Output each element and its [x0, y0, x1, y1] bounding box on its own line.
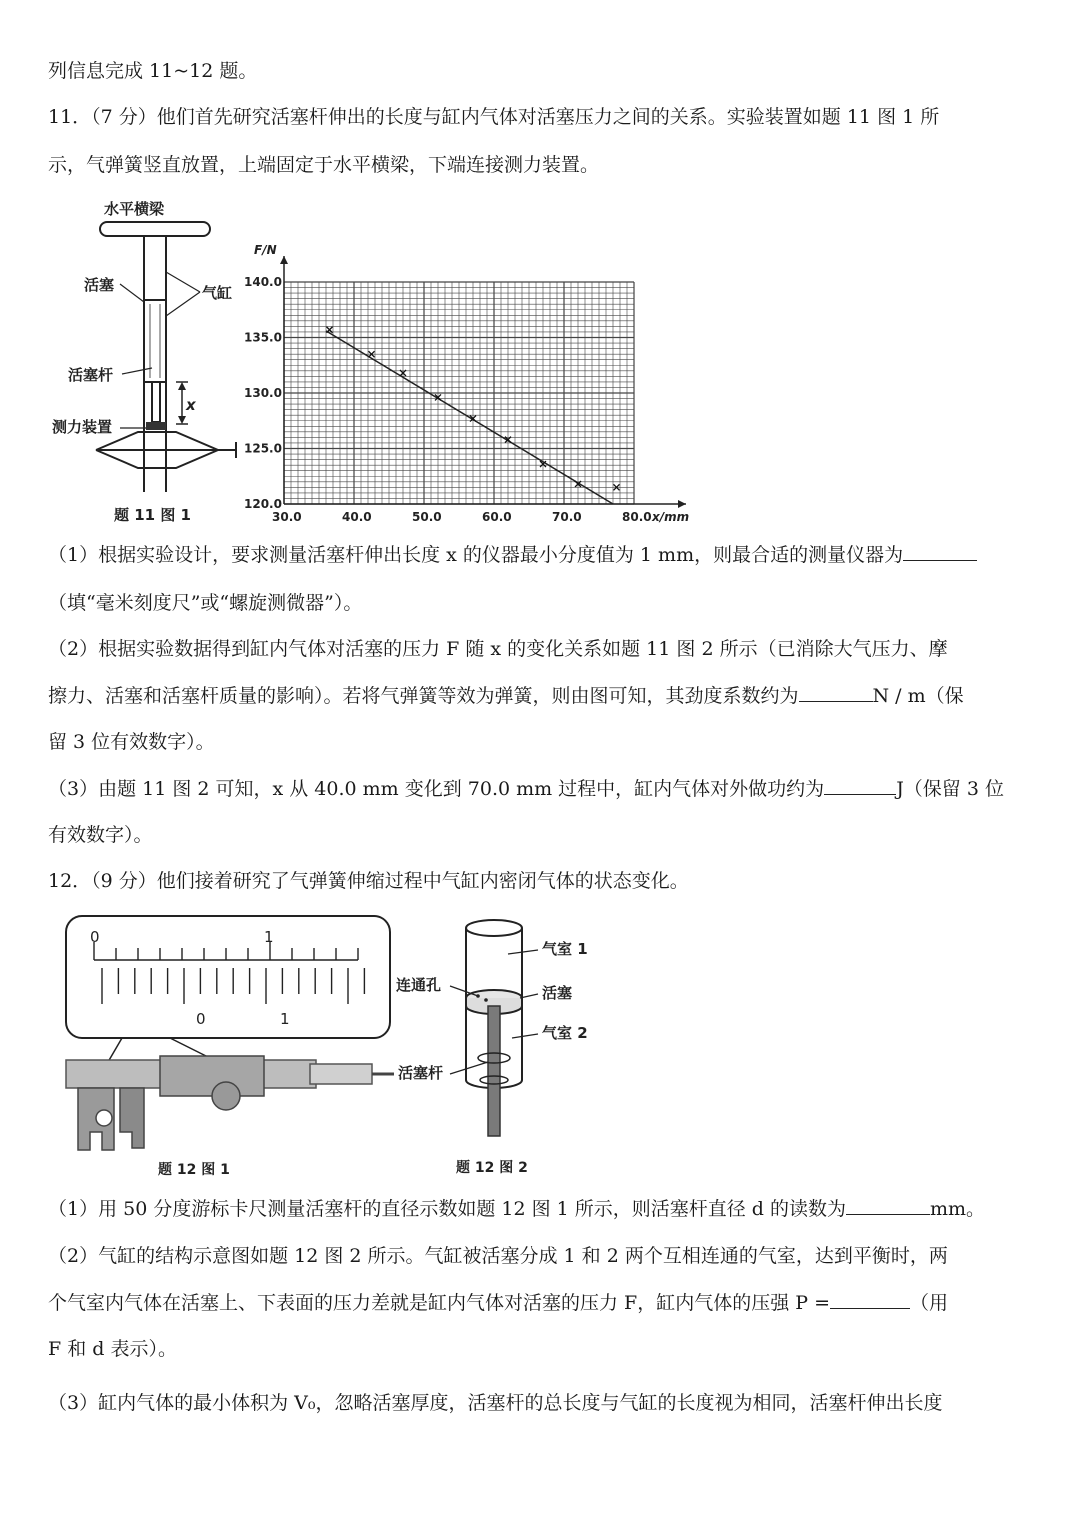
q12-sub2-line3: F 和 d 表示）。 — [48, 1338, 177, 1360]
hole-label: 连通孔 — [396, 976, 442, 994]
fig11-2-chart — [238, 238, 700, 530]
fig12-2-caption: 题 12 图 2 — [456, 1160, 528, 1176]
q12-sub2-tail: （用 — [910, 1292, 949, 1314]
q12-sub2-text: 个气室内气体在活塞上、下表面的压力差就是缸内气体对活塞的压力 F，缸内气体的压强 P = — [48, 1292, 831, 1314]
fig11-1-caption: 题 11 图 1 — [114, 506, 191, 524]
q11-sub1-text: （1）根据实验设计，要求测量活塞杆伸出长度 x 的仪器最小分度值为 1 mm，则最合适的测量仪器为 — [48, 544, 904, 566]
y-axis-arrow — [280, 256, 288, 264]
q11-sub2-line3: 留 3 位有效数字）。 — [48, 731, 215, 753]
fig11-1-x-label: x — [186, 396, 196, 414]
q12-sub2-line2 — [48, 1290, 948, 1316]
q11-stem-line1: 11．（7 分）他们首先研究活塞杆伸出的长度与缸内气体对活塞压力之间的关系。实验装置如题 11 图 1 所 — [48, 106, 940, 128]
fig11-1-beam-label: 水平横梁 — [104, 200, 165, 218]
x-tick-label: 70.0 — [552, 510, 582, 524]
fig11-1-apparatus — [48, 192, 248, 532]
vernier-scale-0: 0 — [196, 1010, 206, 1028]
chart-grid — [284, 282, 634, 504]
y-tick-label: 140.0 — [244, 275, 282, 289]
chamber1-label: 气室 1 — [542, 940, 588, 958]
q11-sub3-unit: J（保留 3 位 — [896, 778, 1004, 800]
caliper-zoom-box — [66, 916, 390, 1038]
q11-sub3-line2: 有效数字）。 — [48, 824, 153, 846]
q12-sub1-answer-blank[interactable] — [846, 1196, 930, 1215]
x-tick-label: 50.0 — [412, 510, 442, 524]
x-tick-label: 80.0 — [622, 510, 652, 524]
q12-sub1-unit: mm。 — [930, 1198, 986, 1220]
main-scale-1: 1 — [264, 928, 274, 946]
caliper-jaw-moving — [120, 1088, 144, 1148]
y-tick-label: 135.0 — [244, 330, 282, 345]
chart-ylabel: F/N — [254, 243, 277, 257]
fig12-1-caption: 题 12 图 1 — [158, 1162, 230, 1178]
q12-sub3-line1: （3）缸内气体的最小体积为 V₀，忽略活塞厚度，活塞杆的总长度与气缸的长度视为相同，活塞杆伸出长度 — [48, 1392, 943, 1414]
q11-sub1-line1 — [48, 542, 977, 568]
q11-stem-line2: 示，气弹簧竖直放置，上端固定于水平横梁，下端连接测力装置。 — [48, 154, 600, 176]
q12-sub1-text: （1）用 50 分度游标卡尺测量活塞杆的直径示数如题 12 图 1 所示，则活塞杆直径 d 的读数为 — [48, 1198, 847, 1220]
q11-sub2-line1: （2）根据实验数据得到缸内气体对活塞的压力 F 随 x 的变化关系如题 11 图 2 所示（已消除大气压力、摩 — [48, 638, 948, 660]
y-tick-label: 130.0 — [244, 386, 282, 400]
x-tick-label: 60.0 — [482, 510, 512, 524]
q11-sub3-text: （3）由题 11 图 2 可知，x 从 40.0 mm 变化到 70.0 mm 过程中，缸内气体对外做功约为 — [48, 778, 825, 800]
fig12-2-cylinder — [388, 912, 628, 1182]
q11-sub2-unit: N / m（保 — [872, 685, 964, 707]
q12-sub2-answer-blank[interactable] — [830, 1290, 910, 1309]
q11-sub2-answer-blank[interactable] — [799, 683, 873, 702]
x-axis-arrow — [678, 500, 686, 508]
q12-sub2-line1: （2）气缸的结构示意图如题 12 图 2 所示。气缸被活塞分成 1 和 2 两个互相连通的气室，达到平衡时，两 — [48, 1245, 948, 1267]
sensor-block — [146, 422, 166, 430]
q11-sub1-line2: （填“毫米刻度尺”或“螺旋测微器”）。 — [48, 592, 363, 614]
y-tick-label: 125.0 — [244, 441, 282, 456]
chart-xlabel: x/mm — [652, 510, 690, 524]
x-tick-label: 40.0 — [342, 510, 372, 524]
beam-shape — [100, 222, 210, 236]
q11-sub2-line2 — [48, 683, 964, 709]
q12-sub1-line — [48, 1196, 985, 1222]
chamber2-label: 气室 2 — [542, 1024, 588, 1042]
piston-rod-shape — [152, 382, 160, 422]
q12-stem: 12．（9 分）他们接着研究了气弹簧伸缩过程中气缸内密闭气体的状态变化。 — [48, 870, 689, 892]
main-scale-0: 0 — [90, 928, 100, 946]
q11-sub1-answer-blank[interactable] — [903, 542, 977, 561]
piston-body — [144, 300, 166, 382]
fig11-1-cylinder-label: 气缸 — [202, 284, 233, 302]
vernier-scale-1: 1 — [280, 1010, 290, 1028]
rod-label-12: 活塞杆 — [398, 1064, 444, 1082]
fig11-1-device-label: 测力装置 — [52, 418, 113, 436]
q11-sub2-text: 擦力、活塞和活塞杆质量的影响）。若将气弹簧等效为弹簧，则由图可知，其劲度系数约为 — [48, 685, 799, 707]
fig11-1-piston-label: 活塞 — [84, 276, 115, 294]
q11-sub3-line1 — [48, 776, 1004, 802]
y-tick-label: 120.0 — [244, 497, 282, 511]
q11-sub3-answer-blank[interactable] — [824, 776, 896, 795]
x-tick-label: 30.0 — [272, 510, 302, 524]
fig11-1-rod-label: 活塞杆 — [68, 366, 114, 384]
caliper-slider — [160, 1056, 264, 1096]
piston-label-12: 活塞 — [542, 984, 573, 1002]
intro-text: 列信息完成 11~12 题。 — [48, 60, 258, 82]
rod-shape — [488, 1006, 500, 1136]
fig12-1-caliper — [60, 912, 400, 1182]
